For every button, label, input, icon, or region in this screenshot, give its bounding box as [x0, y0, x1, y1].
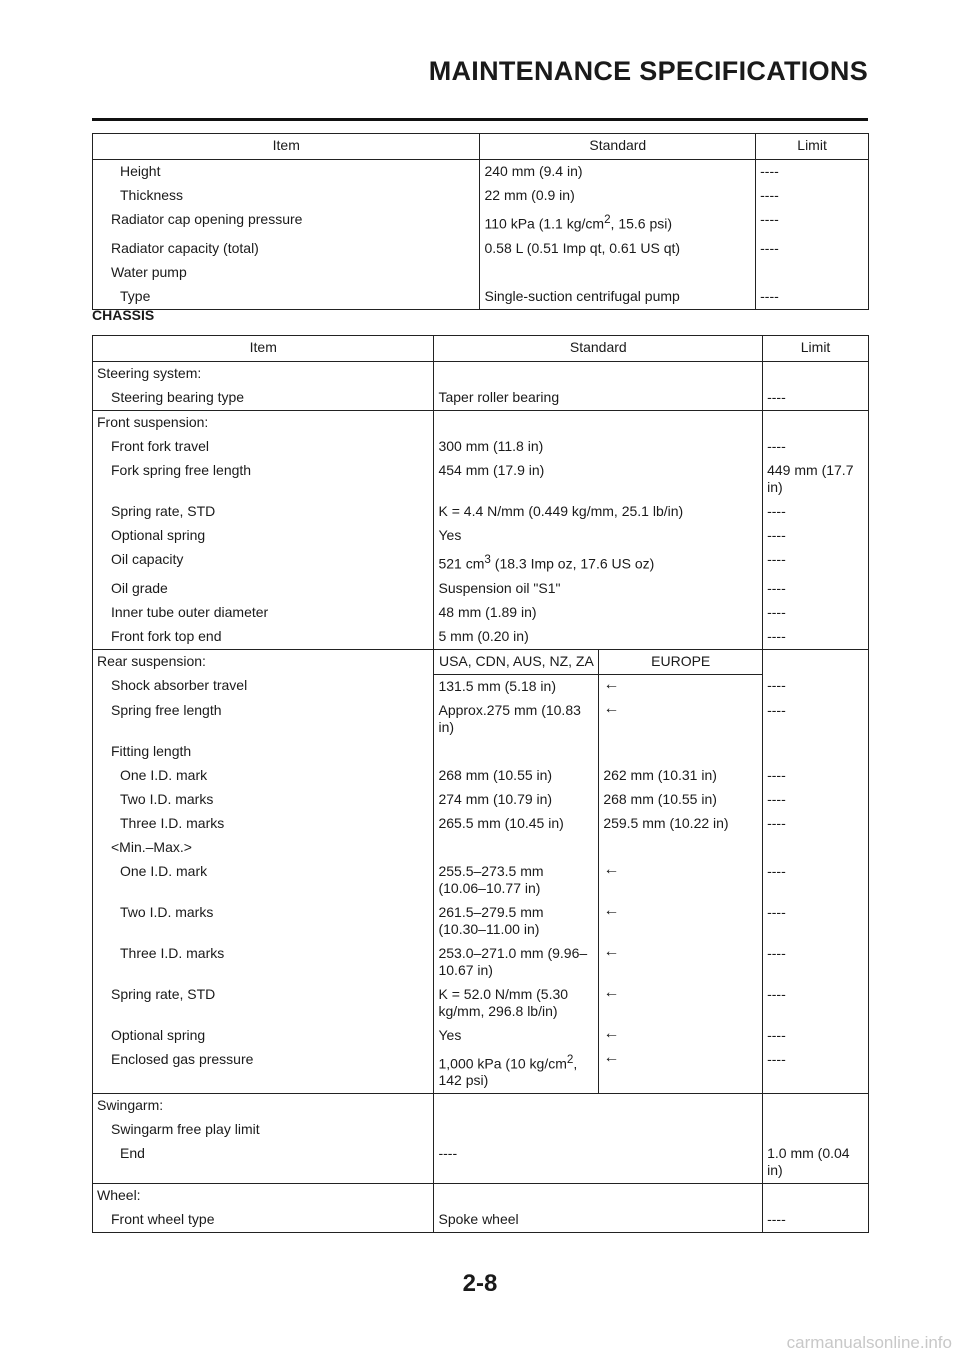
table-row: [93, 459, 869, 500]
page-title: MAINTENANCE SPECIFICATIONS: [428, 56, 868, 86]
section-heading-chassis: CHASSIS: [92, 307, 155, 323]
limit-cell: ----: [756, 237, 869, 261]
standard-cell: Yes: [434, 524, 763, 548]
limit-cell: ----: [763, 812, 869, 836]
same-as-arrow-icon: ←: [599, 860, 763, 901]
table-row: [93, 699, 869, 740]
table-row: [93, 674, 869, 699]
item-cell: Spring free length: [93, 699, 434, 740]
item-cell: End: [93, 1142, 434, 1184]
superscript: 2: [566, 1052, 574, 1066]
item-cell: Optional spring: [93, 1024, 434, 1048]
table-header-row: [93, 134, 869, 160]
item-cell: Front fork travel: [93, 435, 434, 459]
standard-cell: [434, 548, 763, 577]
standard-cell-a: Yes: [434, 1024, 599, 1048]
standard-cell-a: [434, 740, 599, 764]
table-row: [93, 1142, 869, 1184]
group-label: Steering system:: [93, 362, 434, 387]
limit-cell: ----: [763, 500, 869, 524]
limit-cell: ----: [763, 1024, 869, 1048]
limit-cell: ----: [763, 1208, 869, 1233]
item-cell: Water pump: [93, 261, 480, 285]
item-cell: Optional spring: [93, 524, 434, 548]
standard-cell: 300 mm (11.8 in): [434, 435, 763, 459]
standard-cell-a: 265.5 mm (10.45 in): [434, 812, 599, 836]
group-row-swingarm: [93, 1094, 869, 1119]
item-cell: Enclosed gas pressure: [93, 1048, 434, 1094]
limit-cell: [763, 836, 869, 860]
group-label: Swingarm:: [93, 1094, 434, 1119]
table-row: [93, 1208, 869, 1233]
standard-text: 110 kPa (1.1 kg/cm: [484, 215, 605, 232]
item-cell: One I.D. mark: [93, 860, 434, 901]
standard-cell: K = 4.4 N/mm (0.449 kg/mm, 25.1 lb/in): [434, 500, 763, 524]
table-row: [93, 184, 869, 208]
limit-cell: ----: [763, 524, 869, 548]
item-cell: Three I.D. marks: [93, 812, 434, 836]
same-as-arrow-icon: ←: [599, 1048, 763, 1094]
same-as-arrow-icon: ←: [599, 983, 763, 1024]
limit-cell: ----: [763, 577, 869, 601]
column-header-standard: Standard: [434, 336, 763, 362]
standard-cell: [480, 208, 756, 237]
standard-cell: 0.58 L (0.51 Imp qt, 0.61 US qt): [480, 237, 756, 261]
standard-text: , 15.6 psi): [610, 215, 673, 232]
standard-cell-a: 274 mm (10.79 in): [434, 788, 599, 812]
item-cell: Two I.D. marks: [93, 788, 434, 812]
column-header-item: Item: [93, 134, 480, 160]
table-row: [93, 740, 869, 764]
column-header-europe: EUROPE: [599, 649, 763, 674]
limit-cell: 449 mm (17.7 in): [763, 459, 869, 500]
standard-cell: 48 mm (1.89 in): [434, 601, 763, 625]
standard-cell-b: [599, 740, 763, 764]
limit-cell: ----: [763, 625, 869, 650]
same-as-arrow-icon: ←: [599, 942, 763, 983]
item-cell: Type: [93, 285, 480, 310]
table-row: [93, 625, 869, 650]
item-cell: Radiator cap opening pressure: [93, 208, 480, 237]
page-number: 2-8: [462, 1270, 498, 1297]
item-cell: Fitting length: [93, 740, 434, 764]
standard-cell: 240 mm (9.4 in): [480, 160, 756, 185]
table-row: [93, 285, 869, 310]
table-row: [93, 860, 869, 901]
item-cell: Front wheel type: [93, 1208, 434, 1233]
standard-text: 521 cm: [438, 555, 485, 572]
standard-cell-a: K = 52.0 N/mm (5.30 kg/mm, 296.8 lb/in): [434, 983, 599, 1024]
limit-cell: ----: [763, 860, 869, 901]
item-cell: Spring rate, STD: [93, 983, 434, 1024]
table-row: [93, 1024, 869, 1048]
group-label: Wheel:: [93, 1184, 434, 1209]
limit-cell: ----: [763, 674, 869, 699]
table-row: [93, 788, 869, 812]
limit-cell: ----: [763, 942, 869, 983]
standard-cell: Single-suction centrifugal pump: [480, 285, 756, 310]
item-cell: Swingarm free play limit: [93, 1118, 434, 1142]
item-cell: Inner tube outer diameter: [93, 601, 434, 625]
limit-cell: ----: [756, 208, 869, 237]
item-cell: Spring rate, STD: [93, 500, 434, 524]
watermark: carmanualsonline.info: [786, 1333, 952, 1352]
column-header-standard: Standard: [480, 134, 756, 160]
limit-cell: ----: [756, 184, 869, 208]
item-cell: Oil grade: [93, 577, 434, 601]
item-cell: Front fork top end: [93, 625, 434, 650]
standard-cell-a: [434, 836, 599, 860]
superscript: 2: [604, 213, 611, 226]
limit-cell: [763, 740, 869, 764]
standard-cell: [480, 261, 756, 285]
standard-cell: ----: [434, 1142, 763, 1184]
limit-cell: ----: [763, 548, 869, 577]
standard-cell: Taper roller bearing: [434, 386, 763, 411]
group-label: Rear suspension:: [93, 649, 434, 674]
standard-text: 1,000 kPa (10 kg/cm: [438, 1055, 567, 1072]
limit-cell: ----: [763, 386, 869, 411]
table-row: [93, 500, 869, 524]
item-cell: <Min.–Max.>: [93, 836, 434, 860]
group-row-front-suspension: [93, 411, 869, 436]
standard-cell-a: 261.5–279.5 mm (10.30–11.00 in): [434, 901, 599, 942]
column-header-usa-cdn-aus-nz-za: USA, CDN, AUS, NZ, ZA: [434, 649, 599, 674]
standard-cell: 22 mm (0.9 in): [480, 184, 756, 208]
table-row: [93, 1048, 869, 1094]
standard-text: (18.3 Imp oz, 17.6 US oz): [490, 555, 655, 572]
group-row-rear-suspension: [93, 649, 869, 674]
table-row: [93, 836, 869, 860]
limit-cell: ----: [756, 160, 869, 185]
limit-cell: ----: [763, 764, 869, 788]
table-row: [93, 160, 869, 185]
limit-cell: [756, 261, 869, 285]
table-row: [93, 942, 869, 983]
column-header-limit: Limit: [756, 134, 869, 160]
table-row: [93, 601, 869, 625]
item-cell: Thickness: [93, 184, 480, 208]
table-row: [93, 524, 869, 548]
standard-cell: Suspension oil "S1": [434, 577, 763, 601]
table-row: [93, 983, 869, 1024]
table-row: [93, 1118, 869, 1142]
item-cell: Three I.D. marks: [93, 942, 434, 983]
limit-cell: ----: [763, 435, 869, 459]
item-cell: Fork spring free length: [93, 459, 434, 500]
table-row: [93, 435, 869, 459]
limit-cell: ----: [763, 788, 869, 812]
limit-cell: ----: [763, 901, 869, 942]
table-row: [93, 261, 869, 285]
standard-text: , 142 psi): [438, 1055, 578, 1089]
item-cell: Height: [93, 160, 480, 185]
table-row: [93, 901, 869, 942]
same-as-arrow-icon: ←: [599, 674, 763, 699]
column-header-item: Item: [93, 336, 434, 362]
item-cell: Shock absorber travel: [93, 674, 434, 699]
superscript: 3: [484, 553, 491, 566]
limit-cell: 1.0 mm (0.04 in): [763, 1142, 869, 1184]
standard-cell: 454 mm (17.9 in): [434, 459, 763, 500]
item-cell: Steering bearing type: [93, 386, 434, 411]
same-as-arrow-icon: ←: [599, 699, 763, 740]
item-cell: Two I.D. marks: [93, 901, 434, 942]
standard-cell-b: 268 mm (10.55 in): [599, 788, 763, 812]
table-row: [93, 764, 869, 788]
table-row: [93, 386, 869, 411]
table-header-row: [93, 336, 869, 362]
standard-cell: 5 mm (0.20 in): [434, 625, 763, 650]
standard-cell-a: 255.5–273.5 mm (10.06–10.77 in): [434, 860, 599, 901]
table-row: [93, 812, 869, 836]
limit-cell: ----: [763, 699, 869, 740]
cooling-spec-table: [92, 133, 869, 310]
same-as-arrow-icon: ←: [599, 901, 763, 942]
standard-cell-b: 262 mm (10.31 in): [599, 764, 763, 788]
table-row: [93, 577, 869, 601]
title-rule: [92, 118, 868, 121]
standard-cell-b: 259.5 mm (10.22 in): [599, 812, 763, 836]
limit-cell: ----: [763, 1048, 869, 1094]
item-cell: One I.D. mark: [93, 764, 434, 788]
standard-cell: Spoke wheel: [434, 1208, 763, 1233]
standard-cell-a: 253.0–271.0 mm (9.96–10.67 in): [434, 942, 599, 983]
group-row-wheel: [93, 1184, 869, 1209]
limit-cell: ----: [763, 601, 869, 625]
table-row: [93, 237, 869, 261]
table-row: [93, 208, 869, 237]
standard-cell-a: Approx.275 mm (10.83 in): [434, 699, 599, 740]
group-label: Front suspension:: [93, 411, 434, 436]
chassis-spec-table: [92, 335, 869, 1233]
limit-cell: ----: [756, 285, 869, 310]
standard-cell-a: 268 mm (10.55 in): [434, 764, 599, 788]
item-cell: Oil capacity: [93, 548, 434, 577]
column-header-limit: Limit: [763, 336, 869, 362]
same-as-arrow-icon: ←: [599, 1024, 763, 1048]
standard-cell-a: [434, 1048, 599, 1094]
standard-cell-a: 131.5 mm (5.18 in): [434, 674, 599, 699]
item-cell: Radiator capacity (total): [93, 237, 480, 261]
group-row-steering: [93, 362, 869, 387]
limit-cell: ----: [763, 983, 869, 1024]
table-row: [93, 548, 869, 577]
standard-cell-b: [599, 836, 763, 860]
